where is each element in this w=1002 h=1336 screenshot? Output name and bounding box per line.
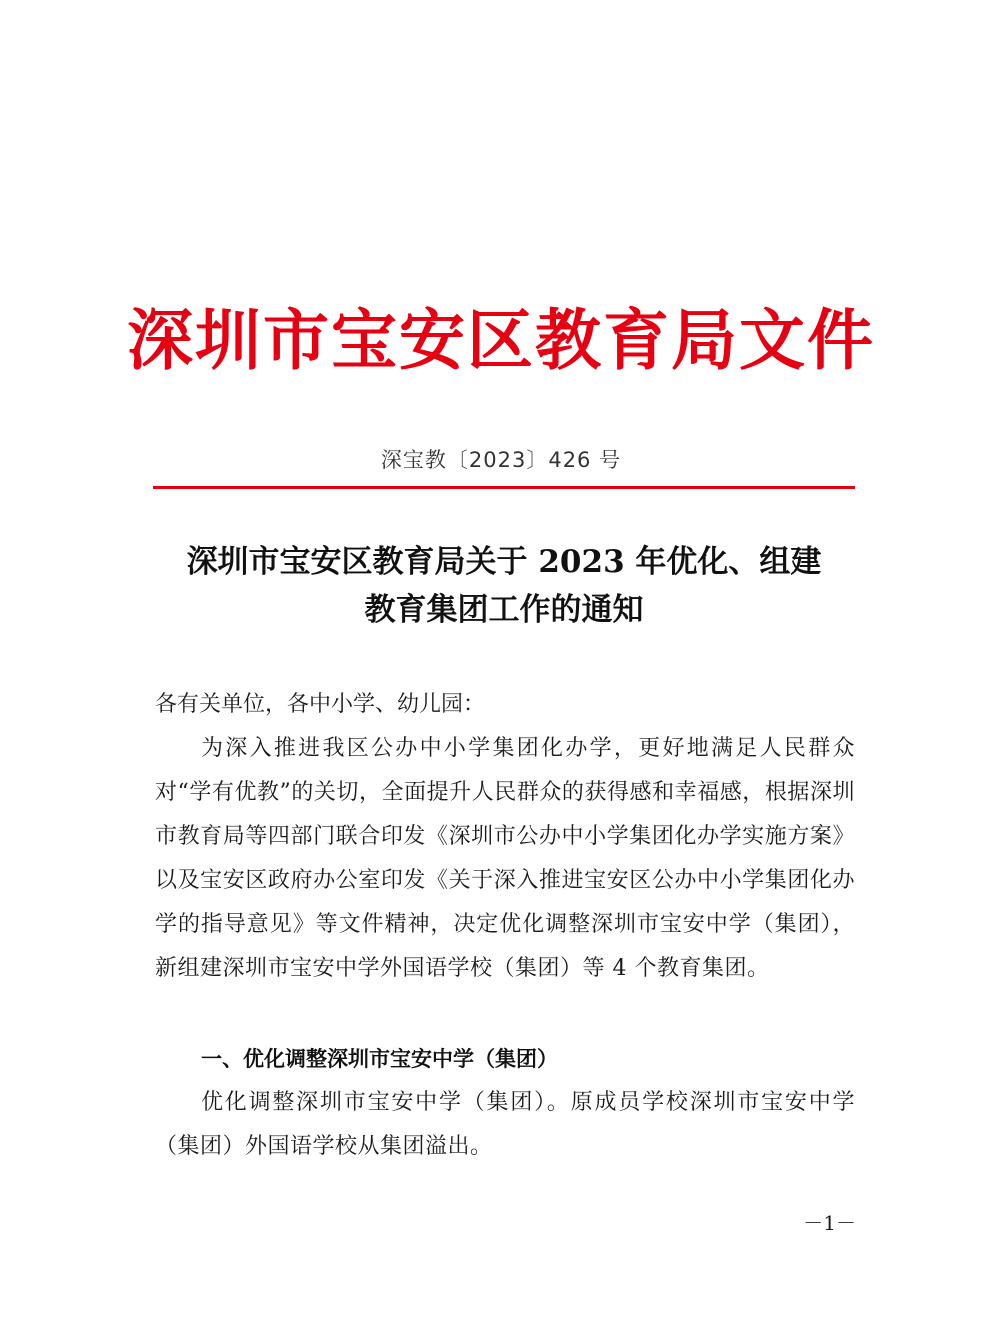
red-divider-line	[153, 486, 855, 489]
section-heading-1: 一、优化调整深圳市宝安中学（集团）	[201, 1047, 558, 1071]
salutation: 各有关单位，各中小学、幼儿园：	[155, 692, 486, 717]
body-paragraph-1: 为深入推进我区公办中小学集团化办学，更好地满足人民群众对“学有优教”的关切，全面提升人民群众的获得感和幸福感，根据深圳市教育局等四部门联合印发《深圳市公办中小学集团化办学实施方案》以及宝安区政府办公室印发《关于深入推进宝安区公办中小学集团化办学的指导意见》等文件精神，决定优化调整深圳市宝安中学（集团），新组建深圳市宝安中学外国语学校（集团）等 4 个教育集团。	[155, 736, 855, 981]
document-title-line-2: 教育集团工作的通知	[364, 592, 644, 628]
document-title-line-1: 深圳市宝安区教育局关于 2023 年优化、组建	[186, 544, 822, 580]
body-paragraph-2: 优化调整深圳市宝安中学（集团）。原成员学校深圳市宝安中学（集团）外国语学校从集团溢出。	[155, 1090, 855, 1159]
document-number: 深宝教〔2023〕426 号	[380, 448, 622, 472]
document-masthead: 深圳市宝安区教育局文件	[127, 301, 875, 379]
document-title	[150, 538, 858, 634]
page-number: －1－	[803, 1211, 856, 1235]
